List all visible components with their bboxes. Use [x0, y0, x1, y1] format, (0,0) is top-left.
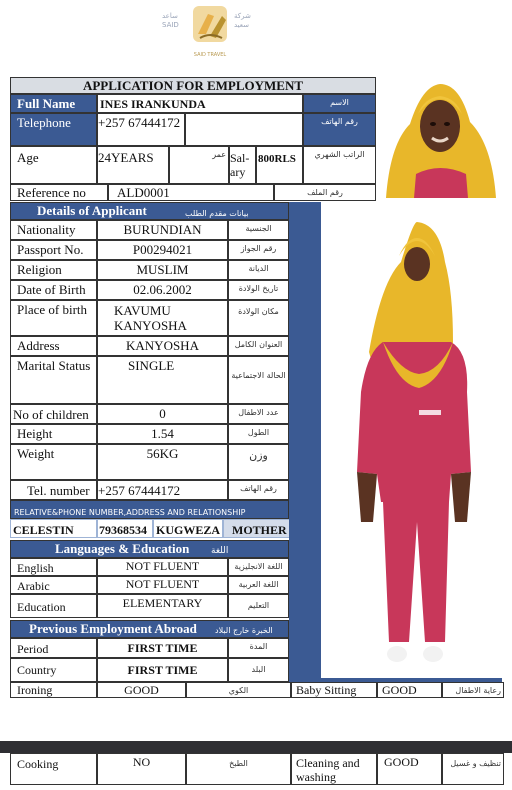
children-value: 0 — [97, 404, 228, 424]
english-value: NOT FLUENT — [97, 558, 228, 576]
marital-status-label: Marital Status — [10, 356, 97, 404]
nationality-value: BURUNDIAN — [97, 220, 228, 240]
reference-arabic: رقم الملف — [274, 184, 376, 201]
logo-tagline: SAID TRAVEL — [193, 52, 227, 58]
age-value: 24YEARS — [97, 146, 169, 184]
arabic-label: Arabic — [10, 576, 97, 594]
cleaning-arabic: تنظيف و غسيل — [442, 753, 504, 785]
cooking-value: NO — [97, 753, 186, 785]
period-label: Period — [10, 638, 97, 658]
education-arabic: التعليم — [228, 594, 289, 618]
address-label: Address — [10, 336, 97, 356]
age-label: Age — [10, 146, 97, 184]
telephone-arabic: رقم الهاتف — [303, 113, 376, 146]
ironing-value: GOOD — [97, 682, 186, 698]
english-arabic: اللغة الانجليزية — [228, 558, 289, 576]
employment-header-arabic: الخبرة خارج البلاد — [215, 626, 273, 635]
address-value: KANYOSHA — [97, 336, 228, 356]
religion-arabic: الديانة — [228, 260, 289, 280]
logo-right-text: شركة سعيد — [234, 12, 251, 29]
company-logo — [160, 4, 260, 62]
weight-label: Weight — [10, 444, 97, 480]
logo-left-text: ساعد SAID — [162, 12, 179, 29]
cleaning-label: Cleaning and washing — [291, 753, 377, 785]
tel-number-value: +257 67444172 — [97, 480, 228, 500]
children-label: No of children — [10, 404, 97, 424]
page-break-bar — [0, 741, 512, 753]
children-arabic: عدد الاطفال — [228, 404, 289, 424]
dob-label: Date of Birth — [10, 280, 97, 300]
education-value: ELEMENTARY — [97, 594, 228, 618]
cleaning-value: GOOD — [377, 753, 442, 785]
pob-arabic: مكان الولادة — [228, 300, 289, 336]
details-header-arabic: بيانات مقدم الطلب — [185, 209, 249, 218]
pob-value: KAVUMU KANYOSHA — [97, 300, 228, 336]
cooking-label: Cooking — [10, 753, 97, 785]
pob-label: Place of birth — [10, 300, 97, 336]
weight-arabic: وزن — [228, 444, 289, 480]
marital-status-value: SINGLE — [97, 356, 228, 404]
full-name-value: INES IRANKUNDA — [97, 94, 303, 113]
ironing-arabic: الكوي — [186, 682, 291, 698]
baby-sitting-label: Baby Sitting — [291, 682, 377, 698]
country-arabic: البلد — [228, 658, 289, 682]
telephone-value: +257 67444172 — [97, 113, 185, 146]
tel-number-arabic: رقم الهاتف — [228, 480, 289, 500]
country-label: Country — [10, 658, 97, 682]
relative-header: RELATIVE&PHONE NUMBER,ADDRESS AND RELATIONSHIP — [10, 500, 289, 519]
period-value: FIRST TIME — [97, 638, 228, 658]
salary-label: Sal-ary — [229, 146, 256, 184]
relative-relation: MOTHER — [223, 519, 293, 538]
marital-status-arabic: الحالة الاجتماعية — [228, 356, 289, 404]
cooking-arabic: الطبخ — [186, 753, 291, 785]
tel-number-label: Tel. number — [10, 480, 97, 500]
passport-label: Passport No. — [10, 240, 97, 260]
address-arabic: العنوان الكامل — [228, 336, 289, 356]
relative-name: CELESTIN — [10, 519, 97, 538]
relative-address: KUGWEZA — [153, 519, 223, 538]
arabic-arabic: اللغة العربية — [228, 576, 289, 594]
employment-header-label: Previous Employment Abroad — [29, 621, 197, 636]
salary-value: 800RLS — [256, 146, 303, 184]
nationality-label: Nationality — [10, 220, 97, 240]
arabic-value: NOT FLUENT — [97, 576, 228, 594]
relative-phone: 79368534 — [97, 519, 153, 538]
employment-header — [10, 620, 289, 638]
full-name-arabic: الاسم — [303, 94, 376, 113]
height-value: 1.54 — [97, 424, 228, 444]
languages-header-label: Languages & Education — [55, 541, 190, 556]
reference-value: ALD0001 — [108, 184, 274, 201]
dob-value: 02.06.2002 — [97, 280, 228, 300]
applicant-fullbody-photo — [321, 202, 502, 678]
country-value: FIRST TIME — [97, 658, 228, 682]
height-arabic: الطول — [228, 424, 289, 444]
age-arabic: عمر — [169, 146, 229, 184]
baby-sitting-value: GOOD — [377, 682, 442, 698]
salary-arabic: الراتب الشهري — [303, 146, 376, 184]
baby-sitting-arabic: رعاية الاطفال — [442, 682, 504, 698]
nationality-arabic: الجنسية — [228, 220, 289, 240]
english-label: English — [10, 558, 97, 576]
applicant-portrait-photo — [376, 74, 504, 198]
languages-header-arabic: اللغة — [211, 546, 229, 556]
religion-label: Religion — [10, 260, 97, 280]
details-header — [10, 202, 289, 220]
weight-value: 56KG — [97, 444, 228, 480]
religion-value: MUSLIM — [97, 260, 228, 280]
passport-arabic: رقم الجواز — [228, 240, 289, 260]
dob-arabic: تاريخ الولادة — [228, 280, 289, 300]
telephone-label: Telephone — [10, 113, 97, 146]
full-name-label: Full Name — [10, 94, 97, 113]
passport-value: P00294021 — [97, 240, 228, 260]
reference-label: Reference no — [10, 184, 108, 201]
form-title: APPLICATION FOR EMPLOYMENT — [10, 77, 376, 94]
details-header-label: Details of Applicant — [37, 203, 147, 218]
height-label: Height — [10, 424, 97, 444]
languages-header — [10, 540, 289, 558]
telephone-spacer — [185, 113, 303, 146]
education-label: Education — [10, 594, 97, 618]
period-arabic: المدة — [228, 638, 289, 658]
ironing-label: Ironing — [10, 682, 97, 698]
